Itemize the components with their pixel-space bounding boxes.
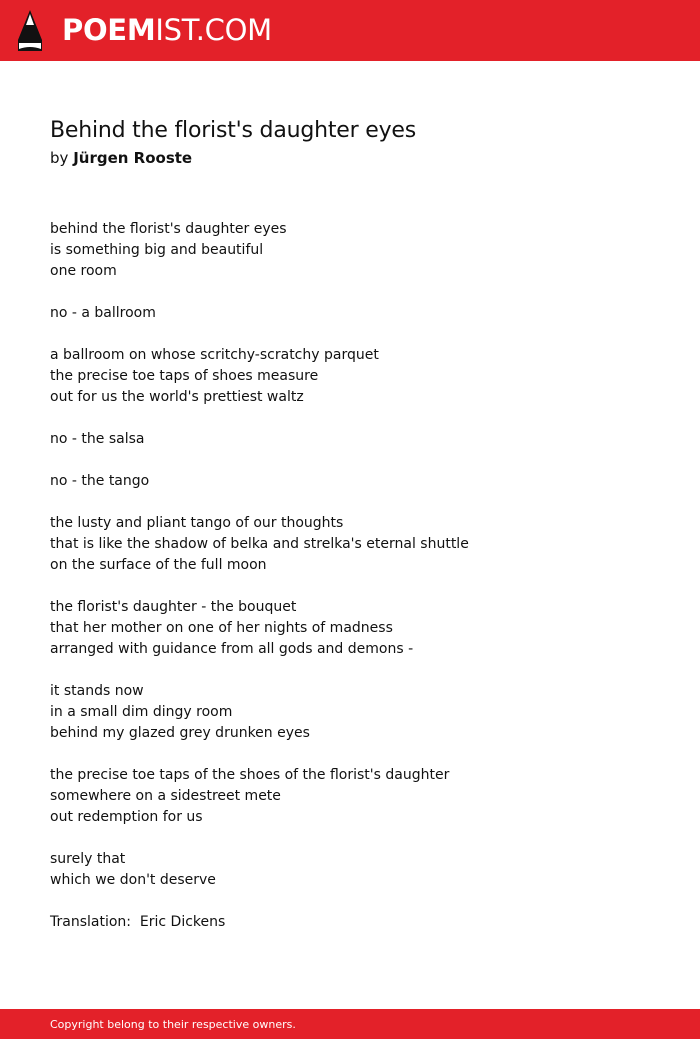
poem-line: out for us the world's prettiest waltz bbox=[50, 389, 304, 405]
poem-line bbox=[50, 282, 650, 303]
poem-body bbox=[50, 219, 650, 933]
poem-line: the precise toe taps of shoes measure bbox=[50, 368, 319, 384]
poem-line: a ballroom on whose scritchy-scratchy parquet bbox=[50, 347, 379, 363]
poem-title: Behind the florist's daughter eyes bbox=[50, 118, 416, 143]
poem-line bbox=[50, 744, 650, 765]
poem-line bbox=[50, 324, 650, 345]
poem-line: no - the tango bbox=[50, 473, 150, 489]
poem-line: is something big and beautiful bbox=[50, 242, 264, 258]
poem-line: on the surface of the full moon bbox=[50, 557, 267, 573]
logo-bold-text: POEM bbox=[62, 13, 156, 47]
poem-line: surely that bbox=[50, 851, 126, 867]
poem-line: somewhere on a sidestreet mete bbox=[50, 788, 281, 804]
poem-line bbox=[50, 408, 650, 429]
poem-line: behind the florist's daughter eyes bbox=[50, 221, 287, 237]
poem-line: Translation: Eric Dickens bbox=[50, 914, 226, 930]
poem-line: it stands now bbox=[50, 683, 144, 699]
poem-line: behind my glazed grey drunken eyes bbox=[50, 725, 310, 741]
site-header bbox=[0, 0, 700, 61]
byline bbox=[50, 148, 650, 168]
pencil-logo-icon[interactable] bbox=[17, 10, 43, 52]
poem-line: out redemption for us bbox=[50, 809, 203, 825]
logo-light-text: IST.COM bbox=[155, 13, 272, 47]
poem-line: one room bbox=[50, 263, 117, 279]
poem-line: the florist's daughter - the bouquet bbox=[50, 599, 297, 615]
poem-line: which we don't deserve bbox=[50, 872, 216, 888]
poem-line bbox=[50, 891, 650, 912]
poem-line bbox=[50, 492, 650, 513]
site-logo[interactable] bbox=[62, 12, 272, 48]
poem-line: in a small dim dingy room bbox=[50, 704, 233, 720]
poem-line bbox=[50, 576, 650, 597]
site-footer bbox=[0, 1009, 700, 1039]
author-name: Jürgen Rooste bbox=[73, 149, 193, 167]
poem-line: the lusty and pliant tango of our thoughts bbox=[50, 515, 344, 531]
poem-line bbox=[50, 828, 650, 849]
poem-line: no - the salsa bbox=[50, 431, 145, 447]
by-label: by bbox=[50, 149, 69, 167]
poem-line: that her mother on one of her nights of madness bbox=[50, 620, 393, 636]
poem-line: no - a ballroom bbox=[50, 305, 156, 321]
poem-line: arranged with guidance from all gods and demons - bbox=[50, 641, 414, 657]
poem-header bbox=[50, 116, 650, 168]
poem-line bbox=[50, 660, 650, 681]
poem-line: that is like the shadow of belka and strelka's eternal shuttle bbox=[50, 536, 469, 552]
poem-line bbox=[50, 450, 650, 471]
poem-line: the precise toe taps of the shoes of the florist's daughter bbox=[50, 767, 450, 783]
copyright-text: Copyright belong to their respective owners. bbox=[50, 1018, 296, 1031]
